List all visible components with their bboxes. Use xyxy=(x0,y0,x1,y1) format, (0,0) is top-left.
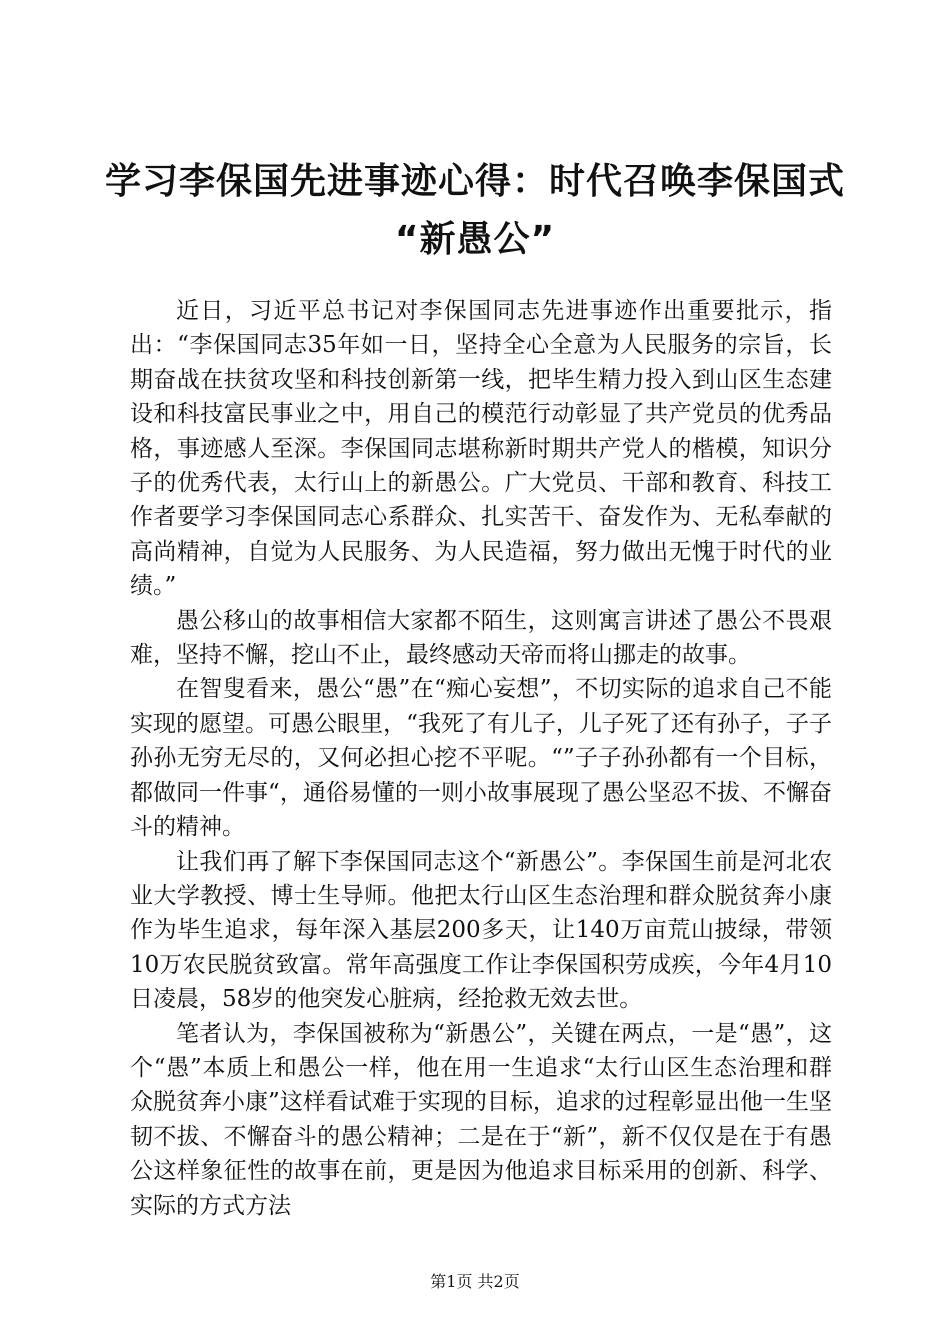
body-paragraph-2: 愚公移山的故事相信大家都不陌生，这则寓言讲述了愚公不畏艰难，坚持不懈，挖山不止，最终感动天帝而将山挪走的故事。 xyxy=(130,607,832,669)
page-footer: 第1页 共2页 xyxy=(430,1272,520,1291)
document-body xyxy=(130,294,832,1223)
document-title-line-2: “新愚公” xyxy=(394,219,556,260)
body-paragraph-3: 在智叟看来，愚公“愚”在“痴心妄想”，不切实际的追求自己不能实现的愿望。可愚公眼里，“我死了有儿子，儿子死了还有孙子，子子孙孙无穷无尽的，又何必担心挖不平呢。“”子子孙孙都有一个目标，都做同一件事“，通俗易懂的一则小故事展现了愚公坚忍不拔、不懈奋斗的精神。 xyxy=(130,676,832,841)
body-paragraph-5: 笔者认为，李保国被称为“新愚公”，关键在两点，一是“愚”，这个“愚”本质上和愚公一样，他在用一生追求“太行山区生态治理和群众脱贫奔小康”这样看试难于实现的目标，追求的过程彰显出他一生坚韧不拔、不懈奋斗的愚公精神；二是在于“新”，新不仅仅是在于有愚公这样象征性的故事在前，更是因为他追求目标采用的创新、科学、实际的方式方法 xyxy=(130,1020,832,1219)
body-paragraph-4: 让我们再了解下李保国同志这个“新愚公”。李保国生前是河北农业大学教授、博士生导师。他把太行山区生态治理和群众脱贫奔小康作为毕生追求，每年深入基层200多天，让140万亩荒山披绿，带领10万农民脱贫致富。常年高强度工作让李保国积劳成疾，今年4月10日凌晨，58岁的他突发心脏病，经抢救无效去世。 xyxy=(130,848,832,1013)
body-paragraph-1: 近日，习近平总书记对李保国同志先进事迹作出重要批示，指出：“李保国同志35年如一日，坚持全心全意为人民服务的宗旨，长期奋战在扶贫攻坚和科技创新第一线，把毕生精力投入到山区生态建设和科技富民事业之中，用自己的模范行动彰显了共产党员的优秀品格，事迹感人至深。李保国同志堪称新时期共产党人的楷模，知识分子的优秀代表，太行山上的新愚公。广大党员、干部和教育、科技工作者要学习李保国同志心系群众、扎实苦干、奋发作为、无私奉献的高尚精神，自觉为人民服务、为人民造福，努力做出无愧于时代的业绩。” xyxy=(130,298,832,600)
document-title-line-1: 学习李保国先进事迹心得：时代召唤李保国式 xyxy=(104,161,845,202)
